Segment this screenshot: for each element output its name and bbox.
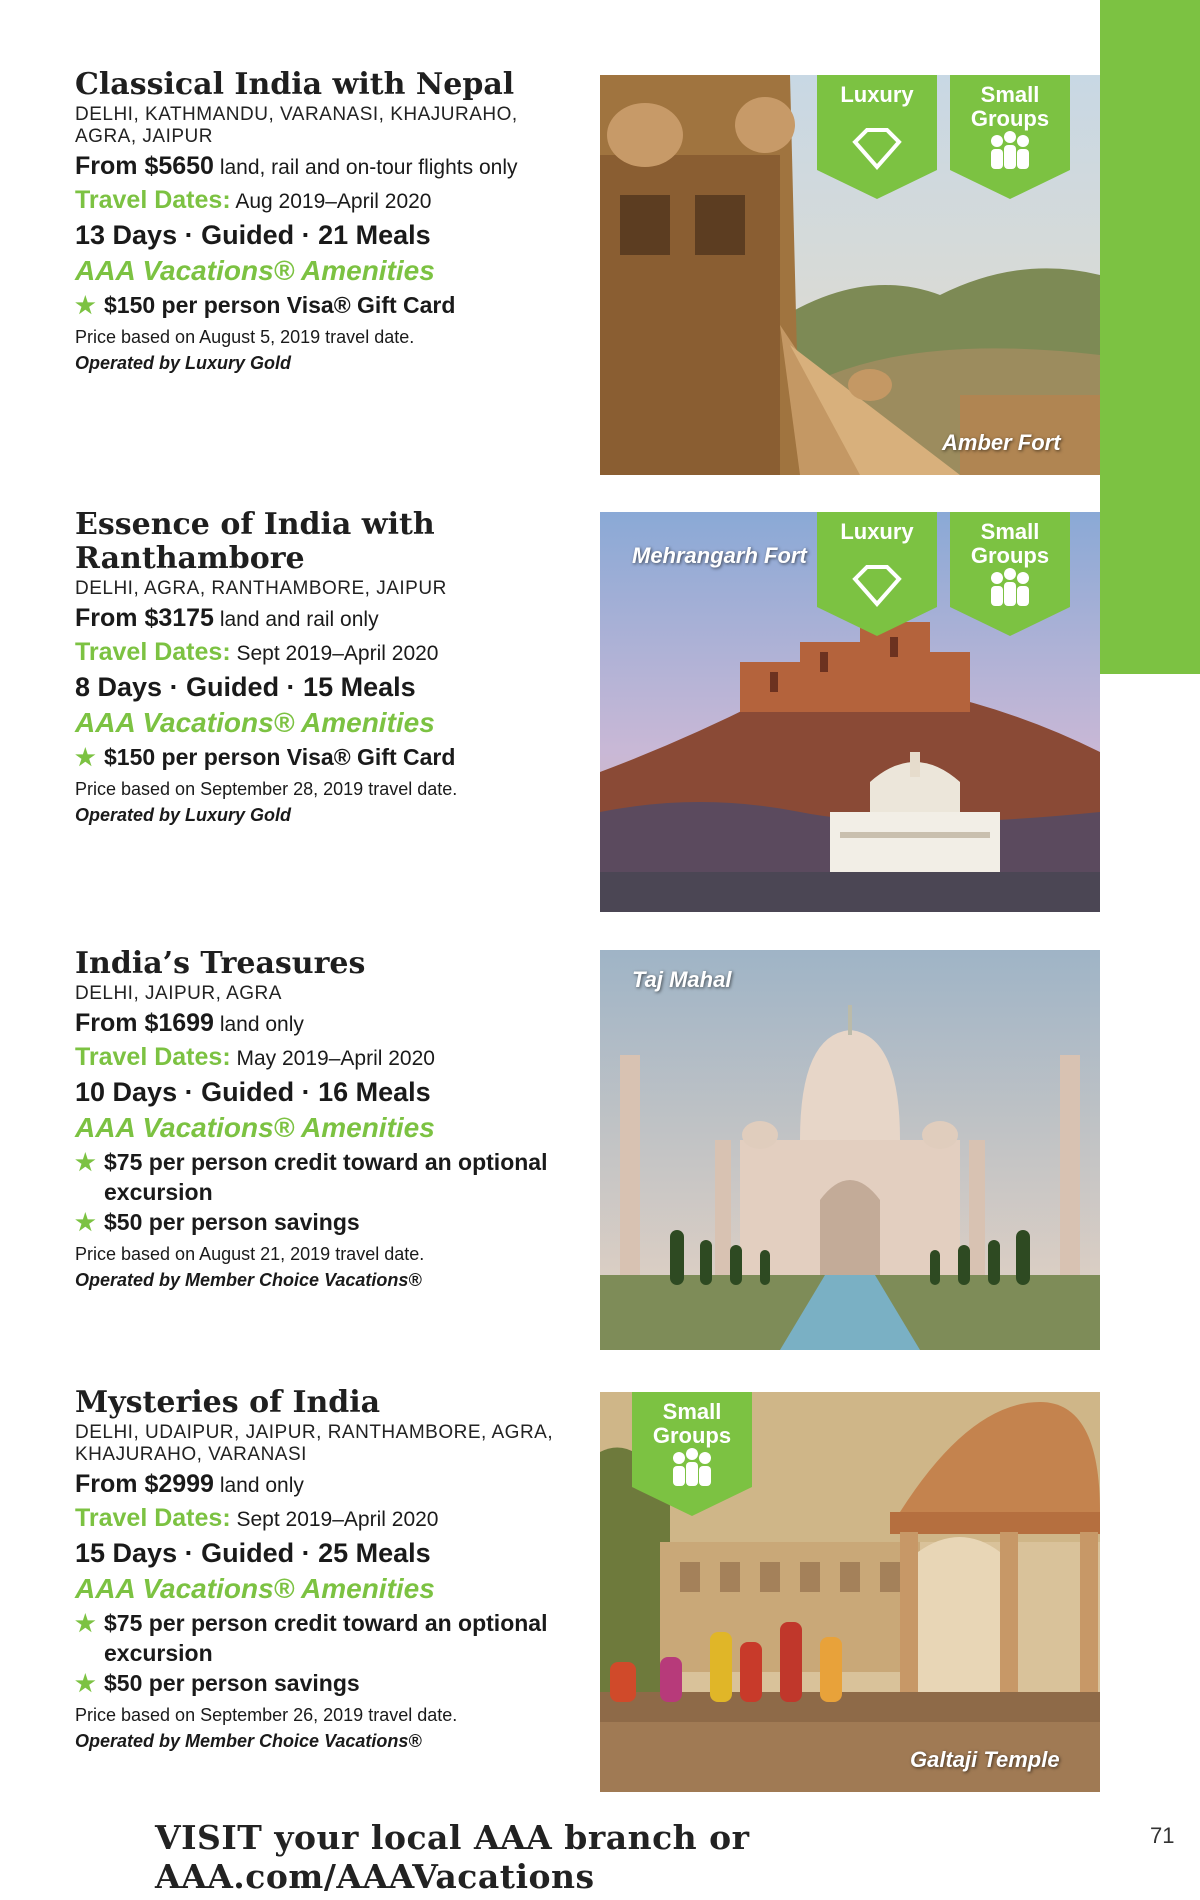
perk-item: ★ $50 per person savings [75, 1670, 360, 1696]
tour-facts: 10 Days · Guided · 16 Meals [75, 1077, 431, 1107]
tour-facts: 13 Days · Guided · 21 Meals [75, 220, 431, 250]
price-note: Price based on September 26, 2019 travel date. [75, 1705, 458, 1725]
star-icon: ★ [75, 292, 96, 318]
perk-item: ★ $75 per person credit toward an optional excursion [75, 1149, 548, 1205]
photo-mehrangarh-fort [600, 512, 1100, 912]
photo-amber-fort [600, 75, 1100, 475]
tour-block-indias-treasures [75, 947, 575, 1293]
tour-facts: 8 Days · Guided · 15 Meals [75, 672, 416, 702]
small-groups-badge: Small Groups [632, 1392, 752, 1516]
perk-item: ★ $150 per person Visa® Gift Card [75, 744, 456, 770]
star-icon: ★ [75, 744, 96, 770]
tour-price: From $1699 land only [75, 1009, 304, 1037]
small-groups-badge: Small Groups [950, 75, 1070, 199]
price-note: Price based on August 5, 2019 travel date. [75, 327, 415, 347]
price-note: Price based on August 21, 2019 travel date. [75, 1244, 425, 1264]
tour-title: India’s Treasures [75, 946, 366, 981]
tour-cities: DELHI, KATHMANDU, VARANASI, KHAJURAHO, AGRA, JAIPUR [75, 104, 518, 147]
price-note: Price based on September 28, 2019 travel date. [75, 779, 458, 799]
tour-title: Essence of India with Ranthambore [75, 507, 435, 576]
people-icon [991, 131, 1029, 169]
tour-block-essence-of-india [75, 508, 575, 828]
tour-price: From $2999 land only [75, 1470, 304, 1498]
luxury-badge: Luxury [817, 75, 937, 199]
operator: Operated by Luxury Gold [75, 353, 292, 373]
section-tab [1100, 0, 1200, 674]
star-icon: ★ [75, 1149, 96, 1175]
tour-dates: Travel Dates: Aug 2019–April 2020 [75, 186, 432, 214]
amenities-heading: AAA Vacations® Amenities [75, 1112, 435, 1143]
amenities-heading: AAA Vacations® Amenities [75, 707, 435, 738]
amenities-heading: AAA Vacations® Amenities [75, 1573, 435, 1604]
perk-item: ★ $150 per person Visa® Gift Card [75, 292, 456, 318]
star-icon: ★ [75, 1209, 96, 1235]
amenities-heading: AAA Vacations® Amenities [75, 255, 435, 286]
tour-dates: Travel Dates: Sept 2019–April 2020 [75, 1504, 439, 1532]
tour-title: Mysteries of India [75, 1385, 381, 1420]
tour-cities: DELHI, JAIPUR, AGRA [75, 983, 282, 1004]
footer-cta: VISIT your local AAA branch or AAA.com/AAAVacations [155, 1818, 750, 1896]
small-groups-badge: Small Groups [950, 512, 1070, 636]
perk-item: ★ $75 per person credit toward an optional excursion [75, 1610, 548, 1666]
perk-item: ★ $50 per person savings [75, 1209, 360, 1235]
people-icon [991, 568, 1029, 606]
photo-caption: Amber Fort [942, 430, 1061, 455]
tour-title: Classical India with Nepal [75, 67, 515, 102]
photo-caption: Mehrangarh Fort [632, 543, 807, 568]
tour-cities: DELHI, UDAIPUR, JAIPUR, RANTHAMBORE, AGRA, KHAJURAHO, VARANASI [75, 1422, 554, 1465]
tour-facts: 15 Days · Guided · 25 Meals [75, 1538, 431, 1568]
star-icon: ★ [75, 1610, 96, 1636]
tour-dates: Travel Dates: Sept 2019–April 2020 [75, 638, 439, 666]
tour-dates: Travel Dates: May 2019–April 2020 [75, 1043, 435, 1071]
tour-price: From $3175 land and rail only [75, 604, 379, 632]
page-number: 71 [1150, 1823, 1175, 1848]
operator: Operated by Member Choice Vacations® [75, 1270, 422, 1290]
operator: Operated by Luxury Gold [75, 805, 292, 825]
photo-caption: Taj Mahal [632, 967, 732, 992]
photo-caption: Galtaji Temple [910, 1747, 1060, 1772]
people-icon [673, 1448, 711, 1486]
tour-block-mysteries-of-india [75, 1386, 575, 1754]
tour-block-classical-india [75, 68, 575, 376]
photo-galtaji-temple [600, 1392, 1100, 1792]
luxury-badge: Luxury [817, 512, 937, 636]
tour-cities: DELHI, AGRA, RANTHAMBORE, JAIPUR [75, 578, 447, 599]
photo-taj-mahal [600, 950, 1100, 1350]
operator: Operated by Member Choice Vacations® [75, 1731, 422, 1751]
tour-price: From $5650 land, rail and on-tour flights only [75, 152, 518, 180]
star-icon: ★ [75, 1670, 96, 1696]
